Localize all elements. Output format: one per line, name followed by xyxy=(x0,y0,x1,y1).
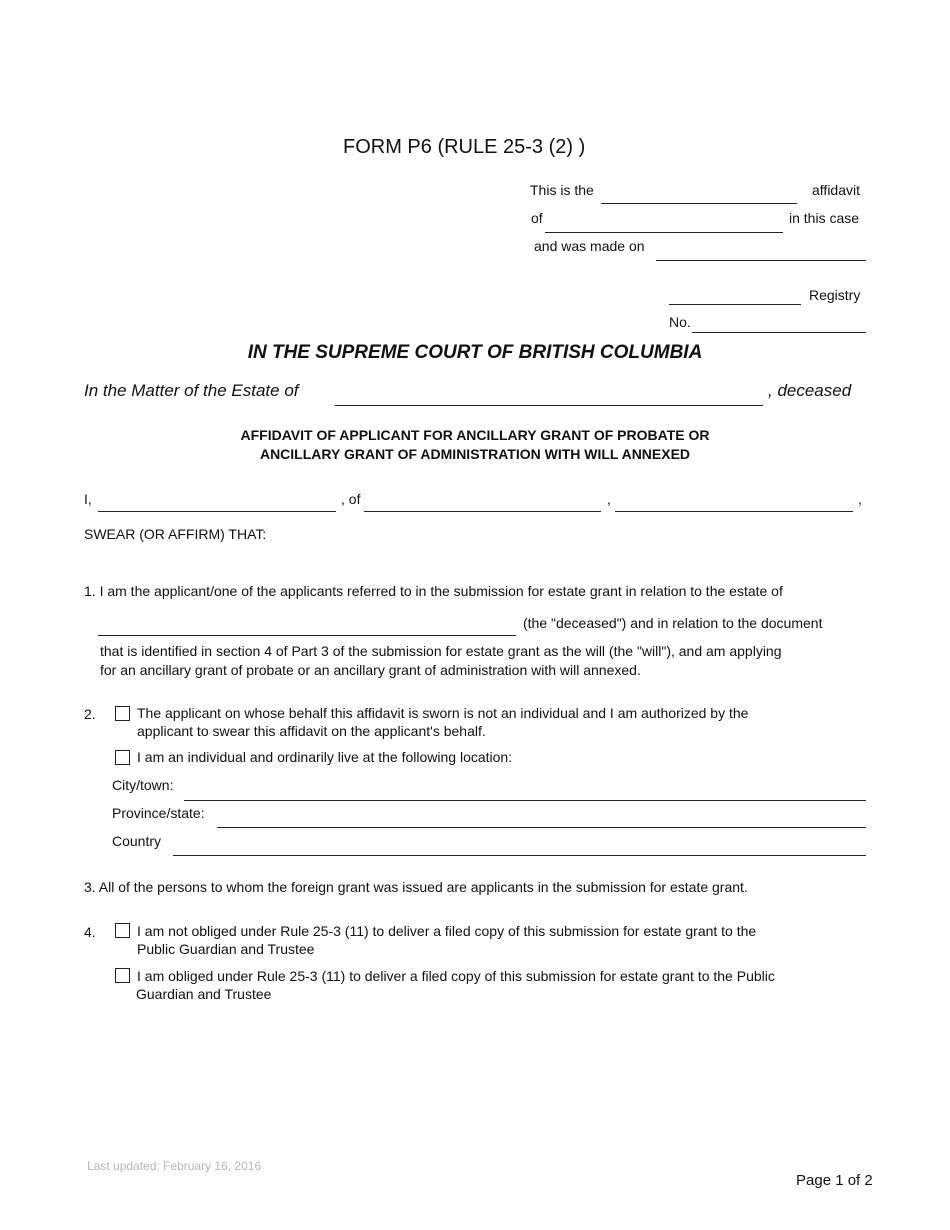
i-label: I, xyxy=(84,491,92,507)
estate-suffix: , deceased xyxy=(768,381,852,400)
province-label: Province/state: xyxy=(112,805,205,821)
para2-option2-checkbox[interactable] xyxy=(115,750,130,765)
registry-field[interactable] xyxy=(669,304,801,305)
country-field[interactable] xyxy=(173,855,866,856)
para4-option2-line1: I am obliged under Rule 25-3 (11) to deliver a filed copy of this submission for estate grant to the Public xyxy=(137,968,775,984)
para4-option1-line2: Public Guardian and Trustee xyxy=(137,941,315,957)
of-comma-label: , of xyxy=(341,491,361,507)
affidavit-label: affidavit xyxy=(812,182,860,198)
deponent-city-field[interactable] xyxy=(364,511,601,512)
made-on-date-field[interactable] xyxy=(656,260,866,261)
para2-option1-checkbox[interactable] xyxy=(115,706,130,721)
estate-name-field[interactable] xyxy=(335,405,763,406)
swear-statement: SWEAR (OR AFFIRM) THAT: xyxy=(84,526,267,542)
comma-label: , xyxy=(607,491,611,507)
deceased-name-field[interactable] xyxy=(98,635,516,636)
para1-line1: 1. I am the applicant/one of the applicants referred to in the submission for estate grant in relation to the estate of xyxy=(84,583,783,599)
of-label: of xyxy=(531,210,543,226)
made-on-label: and was made on xyxy=(534,238,645,254)
country-label: Country xyxy=(112,833,162,849)
para1-line4: for an ancillary grant of probate or an ancillary grant of administration with will annexed. xyxy=(100,662,641,678)
page-number: Page 1 of 2 xyxy=(796,1172,873,1189)
para4-option2-checkbox[interactable] xyxy=(115,968,130,983)
deponent-name-field[interactable] xyxy=(545,232,783,233)
para2-option1-line1: The applicant on whose behalf this affidavit is sworn is not an individual and I am authorized by the xyxy=(137,705,749,721)
affidavit-heading-line2: ANCILLARY GRANT OF ADMINISTRATION WITH WILL ANNEXED xyxy=(259,446,691,462)
deponent-province-field[interactable] xyxy=(615,511,853,512)
form-title: FORM P6 (RULE 25-3 (2) ) xyxy=(343,136,586,158)
affidavit-heading-line1: AFFIDAVIT OF APPLICANT FOR ANCILLARY GRANT OF PROBATE OR xyxy=(240,427,710,443)
para4-number: 4. xyxy=(84,924,96,940)
deponent-full-name-field[interactable] xyxy=(98,511,336,512)
file-number-field[interactable] xyxy=(692,332,866,333)
para2-option2-label: I am an individual and ordinarily live at the following location: xyxy=(137,749,513,765)
para1-line3: that is identified in section 4 of Part 3 of the submission for estate grant as the will (the "will"), and am applying xyxy=(100,643,782,659)
para4-option2-line2: Guardian and Trustee xyxy=(136,986,272,1002)
para4-option1-line1: I am not obliged under Rule 25-3 (11) to deliver a filed copy of this submission for estate grant to the xyxy=(137,923,757,939)
registry-label: Registry xyxy=(809,287,861,303)
province-field[interactable] xyxy=(217,827,866,828)
para2-option1-line2: applicant to swear this affidavit on the applicant's behalf. xyxy=(137,723,486,739)
estate-prefix: In the Matter of the Estate of xyxy=(84,381,299,400)
this-is-the-label: This is the xyxy=(530,182,594,198)
affidavit-number-field[interactable] xyxy=(601,203,797,204)
para4-option1-checkbox[interactable] xyxy=(115,923,130,938)
city-field[interactable] xyxy=(184,800,866,801)
city-label: City/town: xyxy=(112,777,174,793)
court-title: IN THE SUPREME COURT OF BRITISH COLUMBIA xyxy=(247,342,703,363)
para1-deceased-text: (the "deceased") and in relation to the document xyxy=(523,615,823,631)
in-this-case-label: in this case xyxy=(789,210,860,226)
para3-text: 3. All of the persons to whom the foreign grant was issued are applicants in the submission for estate grant. xyxy=(84,879,748,895)
para2-number: 2. xyxy=(84,706,96,722)
comma-end-label: , xyxy=(858,491,862,507)
number-label: No. xyxy=(669,314,691,330)
last-updated: Last updated: February 16, 2016 xyxy=(87,1159,262,1173)
